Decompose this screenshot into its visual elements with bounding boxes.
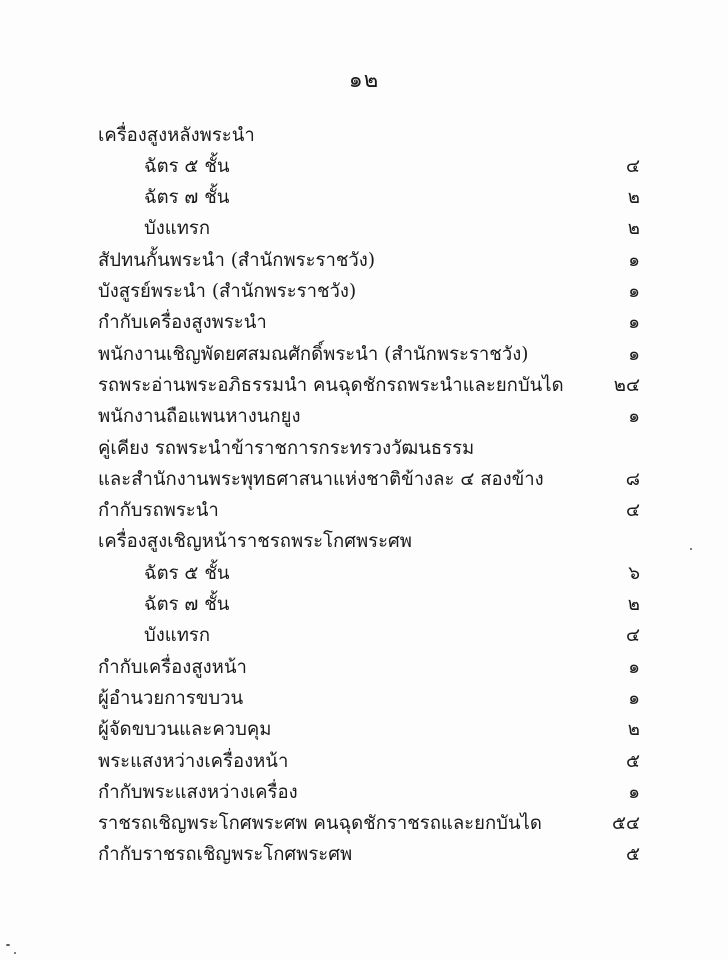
item-quantity: ๑	[628, 687, 640, 709]
item-quantity: ๖	[628, 562, 640, 584]
item-quantity: ๑	[628, 406, 640, 428]
item-quantity: ๑	[628, 343, 640, 365]
list-item	[98, 308, 640, 338]
item-quantity: ๒	[627, 187, 640, 209]
item-label: บังแทรก	[144, 625, 211, 647]
scan-speck	[14, 952, 16, 954]
list-item	[98, 527, 640, 557]
list-item	[98, 339, 640, 369]
item-label: ราชรถเชิญพระโกศพระศพ คนฉุดชักราชรถและยกบันได	[98, 813, 542, 835]
item-label: เครื่องสูงเชิญหน้าราชรถพระโกศพระศพ	[98, 531, 412, 553]
item-quantity: ๔	[625, 155, 640, 177]
item-label: กำกับเครื่องสูงหน้า	[98, 656, 247, 678]
item-quantity: ๒๔	[613, 374, 640, 396]
item-quantity: ๔	[625, 625, 640, 647]
page-number: ๑๒	[348, 68, 380, 93]
list-item	[98, 433, 640, 463]
list-item	[98, 683, 640, 713]
list-item	[98, 558, 640, 588]
list-item	[98, 370, 640, 400]
list-item	[98, 151, 640, 181]
item-label: เครื่องสูงหลังพระนำ	[98, 124, 255, 146]
list-item	[98, 652, 640, 682]
list-item	[98, 277, 640, 307]
item-label: พนักงานเชิญพัดยศสมณศักดิ์พระนำ (สำนักพระราชวัง)	[98, 343, 529, 365]
item-label: ผู้จัดขบวนและควบคุม	[98, 719, 272, 741]
list-item	[98, 402, 640, 432]
item-quantity: ๒	[627, 719, 640, 741]
item-quantity: ๕๔	[611, 813, 640, 835]
list-item	[98, 214, 640, 244]
item-label: สัปทนกั้นพระนำ (สำนักพระราชวัง)	[98, 249, 376, 271]
list-item	[98, 245, 640, 275]
item-quantity: ๕	[625, 750, 640, 772]
list-item	[98, 809, 640, 839]
item-quantity: ๑	[628, 656, 640, 678]
list-item	[98, 621, 640, 651]
item-label: พนักงานถือแพนหางนกยูง	[98, 406, 301, 428]
item-label: ผู้อำนวยการขบวน	[98, 687, 244, 709]
item-label: รถพระอ่านพระอภิธรรมนำ คนฉุดชักรถพระนำและยกบันได	[98, 374, 564, 396]
list-item	[98, 183, 640, 213]
item-quantity: ๒	[627, 594, 640, 615]
list-item	[98, 590, 640, 620]
item-label: กำกับพระแสงหว่างเครื่อง	[98, 781, 298, 803]
item-label: บังสูรย์พระนำ (สำนักพระราชวัง)	[98, 281, 357, 302]
item-label: บังแทรก	[144, 218, 211, 240]
item-label: ฉัตร ๕ ชั้น	[144, 155, 230, 177]
item-quantity: ๒	[627, 218, 640, 240]
item-label: ฉัตร ๕ ชั้น	[144, 562, 230, 584]
scan-speck	[690, 548, 692, 550]
list-item	[98, 496, 640, 526]
item-label: ฉัตร ๗ ชั้น	[144, 187, 230, 209]
item-label: กำกับเครื่องสูงพระนำ	[98, 312, 267, 334]
item-label: ฉัตร ๗ ชั้น	[144, 594, 230, 615]
item-label: คู่เคียง รถพระนำข้าราชการกระทรวงวัฒนธรรม	[98, 437, 475, 459]
scan-speck	[6, 944, 10, 946]
item-quantity: ๑	[628, 249, 640, 271]
item-quantity: ๕	[625, 844, 640, 866]
item-label: พระแสงหว่างเครื่องหน้า	[98, 750, 289, 772]
list-item	[98, 777, 640, 807]
item-quantity: ๑	[628, 312, 640, 334]
item-label: และสำนักงานพระพุทธศาสนาแห่งชาติข้างละ ๔ สองข้าง	[98, 468, 544, 490]
list-item	[98, 840, 640, 870]
item-quantity: ๔	[625, 500, 640, 522]
list-item	[98, 464, 640, 494]
item-label: กำกับราชรถเชิญพระโกศพระศพ	[98, 844, 353, 866]
item-quantity: ๘	[625, 468, 640, 490]
list-item	[98, 715, 640, 745]
list-item	[98, 120, 640, 150]
list-item	[98, 746, 640, 776]
item-label: กำกับรถพระนำ	[98, 500, 219, 522]
item-quantity: ๑	[628, 781, 640, 803]
item-quantity: ๑	[628, 281, 640, 302]
